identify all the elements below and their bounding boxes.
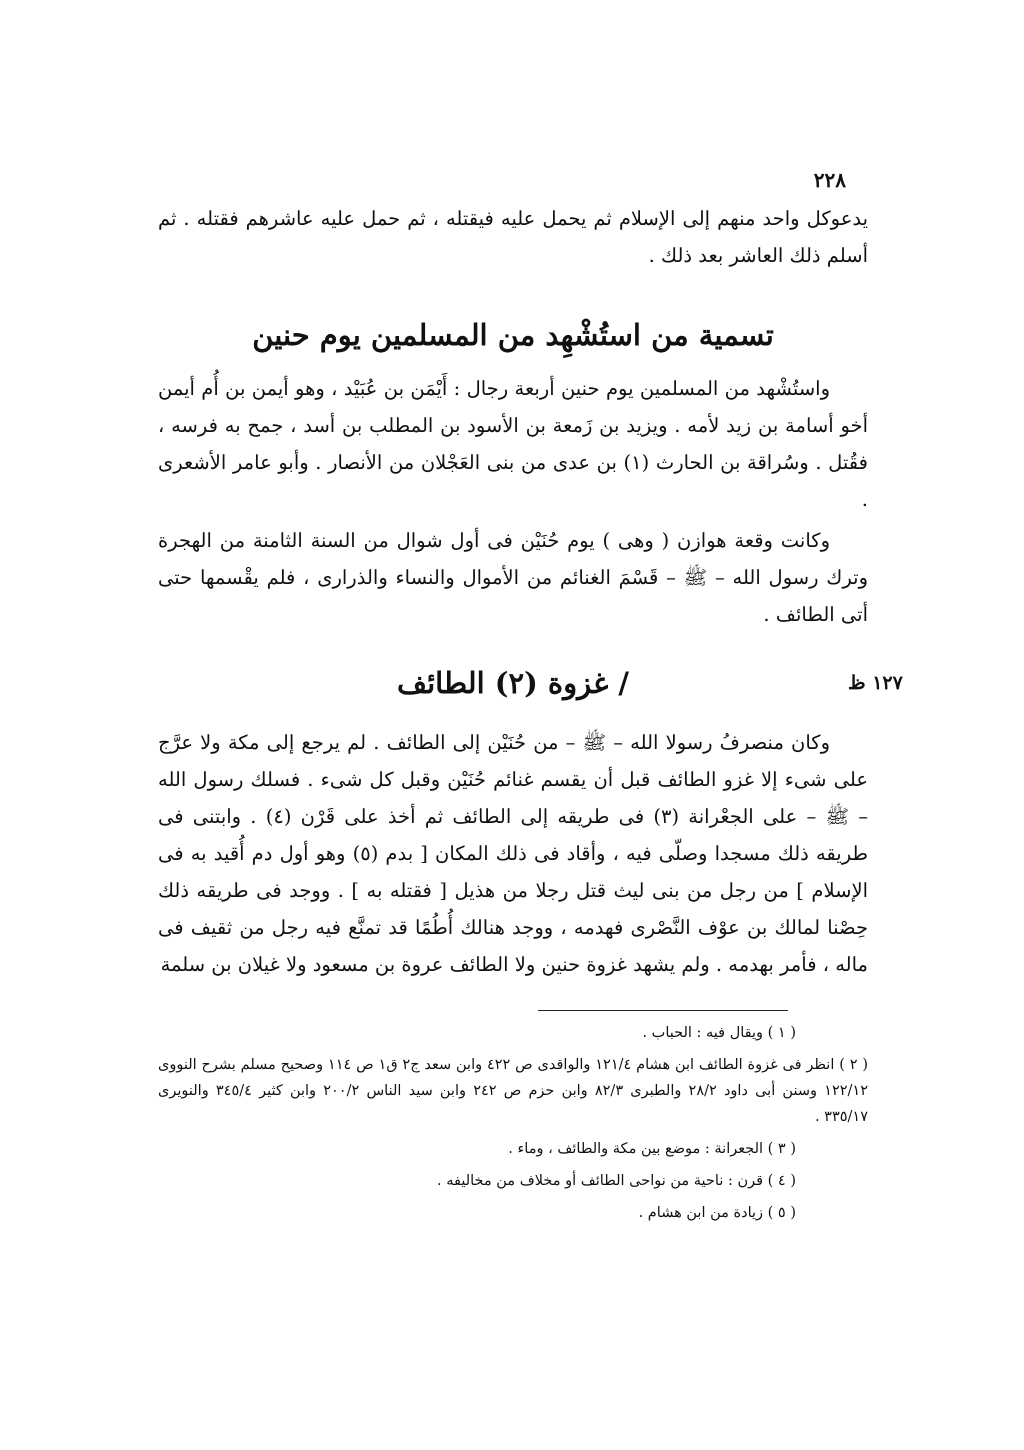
footnote: ( ٣ ) الجعرانة : موضع بين مكة والطائف ، وماء . [508, 1141, 796, 1157]
paragraph: وكان منصرفُ رسولا الله – ﷺ – من حُنَيْن إلى الطائف . لم يرجع إلى مكة ولا عرَّج على شىء إلا غزو الطائف قبل أن يقسم غنائم حُنَيْن وقبل كل شىء . فسلك رسول الله – ﷺ – على الجعْرانة (٣) فى طريقه إلى الطائف ثم أخذ على قَرْن (٤) . وابتنى فى طريقه ذلك مسجدا وصلّى فيه ، وأقاد فى ذلك المكان [ بدم (٥) وهو أول دم أُقيد به فى الإسلام ] من رجل من بنى ليث قتل رجلا من هذيل [ فقتله به ] . ووجد فى طريقه ذلك حِصْنا لمالك بن عوْف النَّصْرى فهدمه ، ووجد هنالك أُطُمًا قد تمنَّع فيه رجل من ثقيف فى ماله ، فأمر بهدمه . ولم يشهد غزوة حنين ولا الطائف عروة بن مسعود ولا غيلان بن سلمة [158, 731, 868, 976]
intro-paragraph: يدعوكل واحد منهم إلى الإسلام ثم يحمل عليه فيقتله ، ثم حمل عليه عاشرهم فقتله . ثم أسلم ذلك العاشر بعد ذلك . [158, 207, 868, 267]
page-number: ٢٢٨ [813, 168, 846, 192]
section-body-martyrs [158, 370, 868, 633]
footnote: ( ١ ) ويقال فيه : الحباب . [642, 1025, 796, 1041]
paragraph: واستُشْهد من المسلمين يوم حنين أربعة رجال : أَيْمَن بن عُبَيْد ، وهو أيمن بن أُم أيمن أخو أسامة بن زيد لأمه . ويزيد بن زَمعة بن الأسود بن المطلب بن أسد ، جمح به فرسه ، فقُتل . وسُراقة بن الحارث (١) بن عدى من بنى العَجْلان من الأنصار . وأبو عامر الأشعرى . [158, 377, 868, 511]
section-body-taif [158, 724, 868, 983]
margin-folio-note: ١٢٧ ظ [848, 672, 903, 694]
footnote: ( ٤ ) قرن : ناحية من نواحى الطائف أو مخلاف من مخاليفه . [437, 1173, 796, 1189]
section-heading-martyrs: تسمية من استُشْهِد من المسلمين يوم حنين [252, 318, 774, 352]
section-heading-taif: / غزوة (٢) الطائف [397, 666, 629, 700]
footnotes [158, 1020, 868, 1232]
footnote: ( ٢ ) انظر فى غزوة الطائف ابن هشام ١٢١/٤ والواقدى ص ٤٢٢ وابن سعد ج٢ ق١ ص ١١٤ وصحيح مسلم بشرح النووى ١٢٢/١٢ وسنن أبى داود ٢٨/٢ والطبرى ٨٢/٣ وابن حزم ص ٢٤٢ وابن سيد الناس ٢٠٠/٢ وابن كثير ٣٤٥/٤ والنويرى ٣٣٥/١٧ . [158, 1057, 869, 1125]
footnote: ( ٥ ) زيادة من ابن هشام . [638, 1205, 796, 1221]
paragraph: وكانت وقعة هوازن ( وهى ) يوم حُنَيْن فى أول شوال من السنة الثامنة من الهجرة وترك رسول الله – ﷺ – قَسْمَ الغنائم من الأموال والنساء والذرارى ، فلم يقْسمها حتى أتى الطائف . [158, 529, 868, 626]
intro-text [158, 200, 868, 274]
footnote-separator [538, 1010, 788, 1011]
